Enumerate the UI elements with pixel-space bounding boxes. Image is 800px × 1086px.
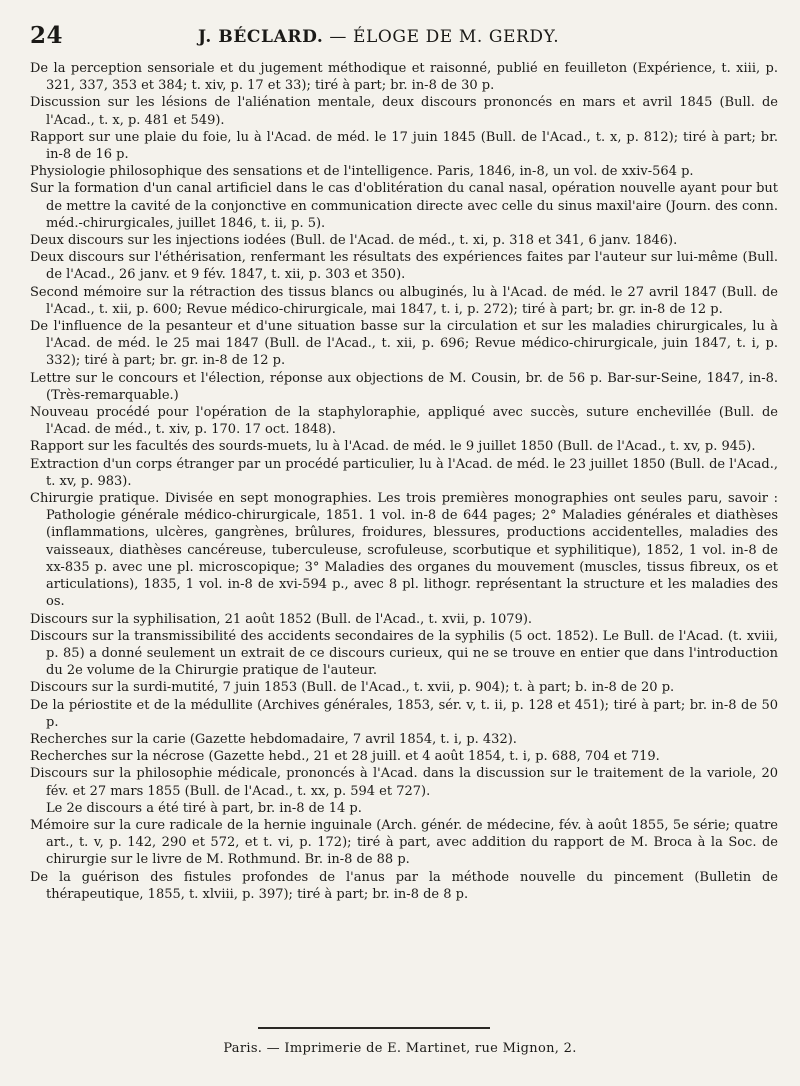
bibliography-entry: Lettre sur le concours et l'élection, réponse aux objections de M. Cousin, br. de 56 p. Bar-sur-Seine, 1847, in-8. (Très-remarquable.) (30, 370, 778, 403)
running-title-text: ÉLOGE DE M. GERDY. (352, 27, 560, 47)
footer-rule (258, 1027, 490, 1029)
page-header (30, 22, 770, 58)
running-title (198, 27, 559, 47)
bibliography-entry: Deux discours sur l'éthérisation, renfermant les résultats des expériences faites par l'auteur sur lui-même (Bull. de l'Acad., 26 janv. et 9 fév. 1847, t. xii, p. 303 et 350). (30, 250, 778, 283)
bibliography-entry: Chirurgie pratique. Divisée en sept monographies. Les trois premières monographies ont seules paru, savoir : Pathologie générale médico-chirurgicale, 1851. 1 vol. in-8 de 644 pages; 2° Maladies générales et diathèses (inflammations, ulcères, gangrènes, brûlures, froidures, blessures, productions accidentelles, maladies des vaisseaux, diathèses cancéreuse, tuberculeuse, scrofuleuse, scorbutique et syphilitique), 1852, 1 vol. in-8 de xx-835 p. avec une pl. microscopique; 3° Maladies des organes du mouvement (muscles, tissus fibreux, os et articulations), 1835, 1 vol. in-8 de xvi-594 p., avec 8 pl. lithogr. représentant la structure et les maladies des os. (30, 491, 778, 610)
bibliography-entry: Discours sur la transmissibilité des accidents secondaires de la syphilis (5 oct. 1852). Le Bull. de l'Acad. (t. xviii, p. 85) a donné seulement un extrait de ce discours curieux, qui ne se trouve en entier que dans l'introduction du 2e volume de la Chirurgie pratique de l'auteur. (30, 628, 778, 679)
bibliography-entry: Discours sur la philosophie médicale, prononcés à l'Acad. dans la discussion sur le traitement de la variole, 20 fév. et 27 mars 1855 (Bull. de l'Acad., t. xx, p. 594 et 727). (30, 766, 778, 799)
bibliography-entry: Nouveau procédé pour l'opération de la staphyloraphie, appliqué avec succès, suture enchevillée (Bull. de l'Acad. de méd., t. xiv, p. 170. 17 oct. 1848). (30, 405, 778, 438)
page-number: 24 (30, 22, 64, 49)
bibliography-entry: Rapport sur une plaie du foie, lu à l'Acad. de méd. le 17 juin 1845 (Bull. de l'Acad., t. x, p. 812); tiré à part; br. in-8 de 16 p. (30, 129, 778, 163)
bibliography-entry: Discussion sur les lésions de l'aliénation mentale, deux discours prononcés en mars et avril 1845 (Bull. de l'Acad., t. x, p. 481 et 549). (30, 95, 778, 128)
bibliography-entry: Recherches sur la nécrose (Gazette hebd., 21 et 28 juill. et 4 août 1854, t. i, p. 688, 704 et 719. (30, 749, 660, 765)
bibliography-entry: De la périostite et de la médullite (Archives générales, 1853, sér. v, t. ii, p. 128 et 451); tiré à part; br. in-8 de 50 p. (30, 697, 778, 730)
bibliography-entry: Second mémoire sur la rétraction des tissus blancs ou albuginés, lu à l'Acad. de méd. le 27 avril 1847 (Bull. de l'Acad., t. xii, p. 600; Revue médico-chirurgicale, mai 1847, t. i, p. 272); tiré à part; br. gr. in-8 de 12 p. (30, 284, 778, 317)
bibliography-entry: Discours sur la syphilisation, 21 août 1852 (Bull. de l'Acad., t. xvii, p. 1079). (30, 611, 533, 627)
printer-imprint: Paris. — Imprimerie de E. Martinet, rue Mignon, 2. (223, 1041, 577, 1056)
bibliography-entry: Extraction d'un corps étranger par un procédé particulier, lu à l'Acad. de méd. le 23 juillet 1850 (Bull. de l'Acad., t. xv, p. 983). (30, 456, 778, 489)
bibliography-note: Le 2e discours a été tiré à part, br. in-8 de 14 p. (46, 800, 362, 816)
bibliography-entry: Sur la formation d'un canal artificiel dans le cas d'oblitération du canal nasal, opération nouvelle ayant pour but de mettre la cavité de la conjonctive en communication directe avec celle du sinus maxil'aire (Journ. des conn. méd.-chirurgicales, juillet 1846, t. ii, p. 5). (30, 181, 778, 231)
bibliography-entry: Mémoire sur la cure radicale de la hernie inguinale (Arch. génér. de médecine, fév. à août 1855, 5e série; quatre art., t. v, p. 142, 290 et 572, et t. vi, p. 172); tiré à part, avec addition du rapport de M. Broca à la Soc. de chirurgie sur le livre de M. Rothmund. Br. in-8 de 88 p. (30, 817, 778, 868)
running-title-author: J. BÉCLARD. (198, 27, 324, 47)
bibliography-entry: Recherches sur la carie (Gazette hebdomadaire, 7 avril 1854, t. i, p. 432). (30, 731, 517, 747)
bibliography-entry: De l'influence de la pesanteur et d'une situation basse sur la circulation et sur les maladies chirurgicales, lu à l'Acad. de méd. le 25 mai 1847 (Bull. de l'Acad., t. xii, p. 696; Revue médico-chirurgicale, juin 1847, t. i, p. 332); tiré à part; br. gr. in-8 de 12 p. (30, 319, 778, 369)
running-title-dash: — (323, 27, 353, 47)
bibliography-entry: Physiologie philosophique des sensations et de l'intelligence. Paris, 1846, in-8, un vol. de xxiv-564 p. (30, 164, 694, 180)
bibliography-entry: Rapport sur les facultés des sourds-muets, lu à l'Acad. de méd. le 9 juillet 1850 (Bull. de l'Acad., t. xv, p. 945). (30, 439, 756, 455)
bibliography-list (30, 60, 778, 903)
bibliography-entry: De la guérison des fistules profondes de l'anus par la méthode nouvelle du pincement (Bulletin de thérapeutique, 1855, t. xlviii, p. 397); tiré à part; br. in-8 de 8 p. (30, 869, 778, 902)
bibliography-entry: De la perception sensoriale et du jugement méthodique et raisonné, publié en feuilleton (Expérience, t. xiii, p. 321, 337, 353 et 384; t. xiv, p. 17 et 33); tiré à part; br. in-8 de 30 p. (30, 61, 778, 94)
bibliography-entry: Deux discours sur les injections iodées (Bull. de l'Acad. de méd., t. xi, p. 318 et 341, 6 janv. 1846). (30, 233, 678, 249)
bibliography-entry: Discours sur la surdi-mutité, 7 juin 1853 (Bull. de l'Acad., t. xvii, p. 904); t. à part; b. in-8 de 20 p. (30, 680, 675, 696)
